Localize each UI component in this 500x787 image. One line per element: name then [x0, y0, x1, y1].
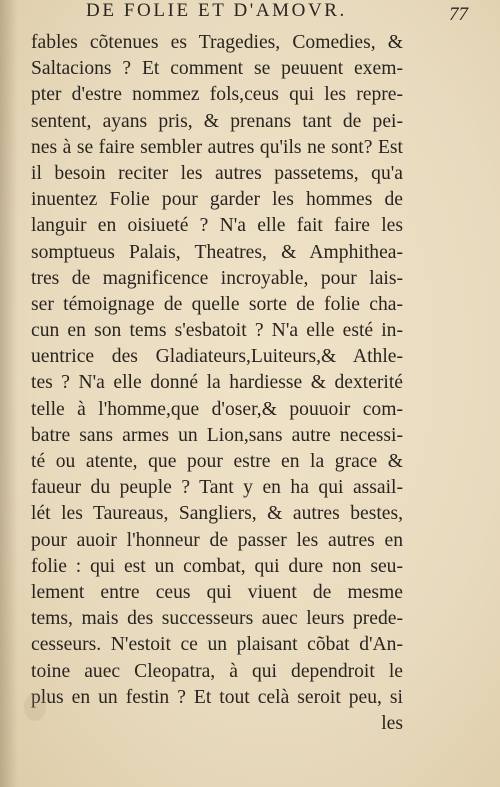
text-line: lét les Taureaus, Sangliers, & autres bestes, [31, 503, 403, 525]
text-line: folie : qui est un combat, qui dure non seu- [31, 555, 403, 577]
text-line: nes à se faire sembler autres qu'ils ne sont? Est [31, 136, 403, 158]
text-line: té ou atente, que pour estre en la grace & [31, 451, 403, 472]
page-number: 77 [449, 4, 468, 25]
text-line: telle à l'homme,que d'oser,& pouuoir com- [31, 398, 403, 420]
text-line: batre sans armes un Lion,sans autre necessi- [31, 424, 403, 446]
text-line: Saltacions ? Et comment se peuuent exem- [31, 58, 403, 80]
page-gutter-shadow [0, 0, 18, 787]
text-line: cun en son tems s'esbatoit ? N'a elle esté in- [31, 320, 403, 342]
text-line: uentrice des Gladiateurs,Luiteurs,& Athle- [31, 346, 403, 368]
text-line: pter d'estre nommez fols,ceus qui les repre- [31, 84, 403, 106]
text-line: tres de magnificence incroyable, pour lais- [31, 267, 403, 289]
text-line: lement entre ceus qui viuent de mesme [31, 581, 403, 603]
paper-stain [24, 693, 46, 721]
text-line: somptueus Palais, Theatres, & Amphithea- [31, 241, 403, 263]
text-line: il besoin reciter les autres passetems, qu'a [31, 162, 403, 184]
body-text [31, 30, 403, 737]
running-head: DE FOLIE ET D'AMOVR. [86, 0, 347, 21]
text-line: tems, mais des successeurs auec leurs prede- [31, 608, 403, 630]
text-line: plus en un festin ? Et tout celà seroit peu, si [31, 686, 403, 708]
text-line: fables cõtenues es Tragedies, Comedies, & [31, 32, 403, 53]
text-line: cesseurs. N'estoit ce un plaisant cõbat d'An- [31, 634, 403, 656]
text-line: faueur du peuple ? Tant y en ha qui assail- [31, 477, 403, 499]
text-line: toine auec Cleopatra, à qui dependroit le [31, 660, 403, 682]
text-line: ser témoignage de quelle sorte de folie cha- [31, 293, 403, 315]
text-line: languir en oisiueté ? N'a elle fait faire les [31, 215, 403, 237]
text-line: tes ? N'a elle donné la hardiesse & dexterité [31, 372, 403, 394]
text-line: sentent, ayans pris, & prenans tant de pei- [31, 110, 403, 132]
text-line: inuentez Folie pour garder les hommes de [31, 189, 403, 211]
page-header [30, 0, 480, 24]
catchword: les [381, 712, 403, 734]
text-line: pour auoir l'honneur de passer les autres en [31, 529, 403, 551]
